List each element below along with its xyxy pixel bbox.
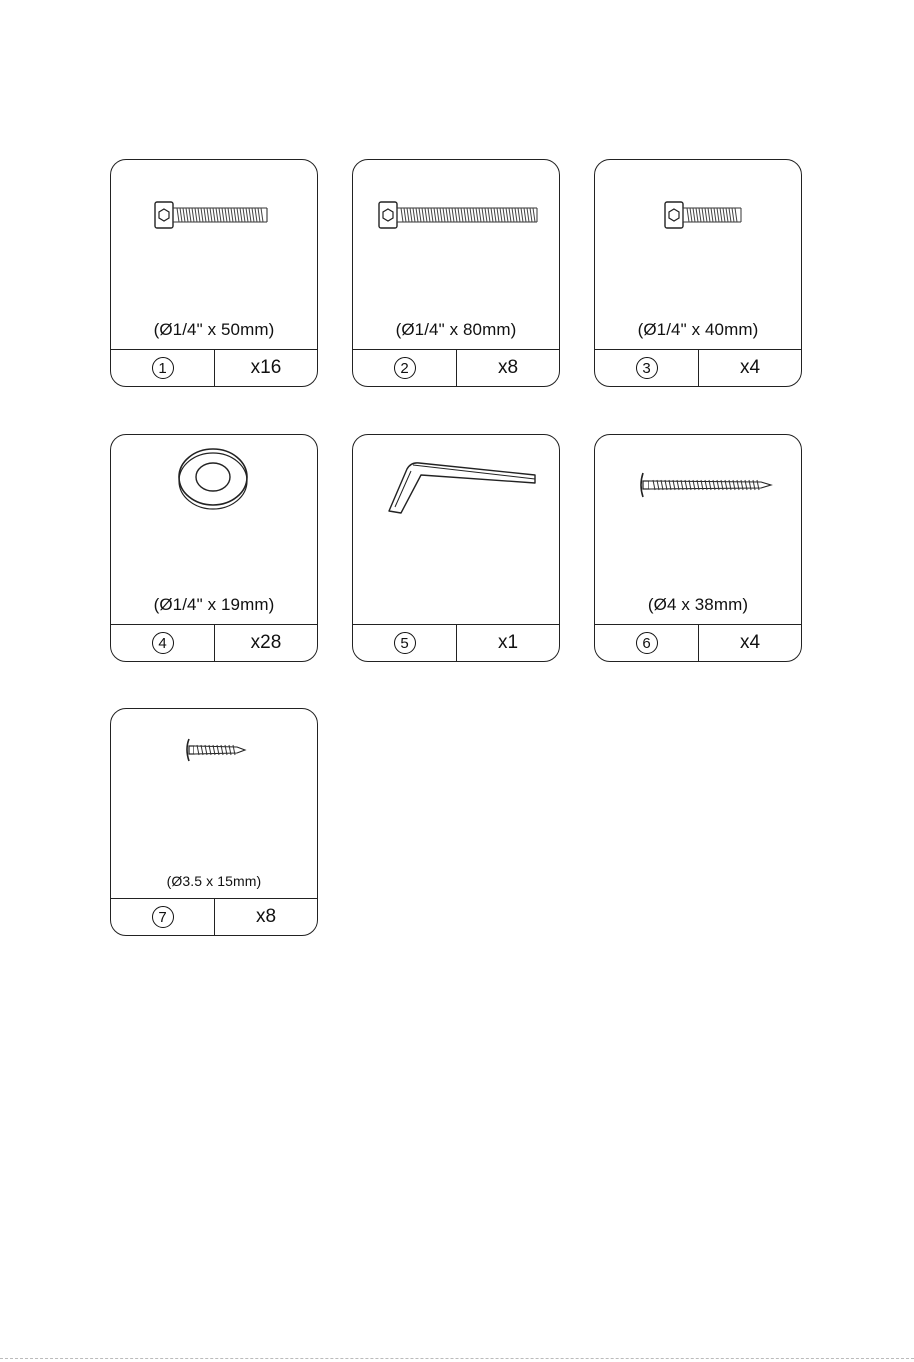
- part-card-2: [352, 159, 560, 387]
- part-number: 5: [394, 632, 416, 654]
- part-footer: [595, 349, 801, 386]
- part-card-1: [110, 159, 318, 387]
- part-spec: (Ø1/4" x 19mm): [153, 595, 275, 614]
- part-card-7: [110, 708, 318, 936]
- part-quantity: x8: [255, 906, 277, 927]
- part-spec: (Ø1/4" x 80mm): [395, 320, 517, 339]
- part-footer: [595, 624, 801, 661]
- part-spec: (Ø1/4" x 50mm): [153, 320, 275, 339]
- part-number: 1: [152, 357, 174, 379]
- page-bottom-edge: [0, 1358, 914, 1362]
- part-quantity: x4: [739, 632, 761, 653]
- part-spec: (Ø1/4" x 40mm): [637, 320, 759, 339]
- part-quantity: x28: [250, 632, 282, 653]
- part-number: 4: [152, 632, 174, 654]
- part-number: 3: [636, 357, 658, 379]
- part-quantity: x4: [739, 357, 761, 378]
- part-footer: [353, 349, 559, 386]
- part-footer: [111, 349, 317, 386]
- part-number: 2: [394, 357, 416, 379]
- part-card-3: [594, 159, 802, 387]
- part-footer: [111, 624, 317, 661]
- wood-screw-icon: [595, 435, 801, 595]
- hex-bolt-icon: [111, 160, 317, 320]
- part-card-5: [352, 434, 560, 662]
- hex-bolt-icon: [353, 160, 559, 320]
- part-card-4: [110, 434, 318, 662]
- part-number: 7: [152, 906, 174, 928]
- part-footer: [353, 624, 559, 661]
- part-quantity: x16: [250, 357, 282, 378]
- allen-key-icon: [353, 435, 559, 595]
- part-footer: [111, 898, 317, 935]
- hex-bolt-icon: [595, 160, 801, 320]
- wood-screw-icon: [111, 709, 317, 869]
- part-quantity: x1: [497, 632, 519, 653]
- washer-icon: [111, 435, 317, 595]
- part-quantity: x8: [497, 357, 519, 378]
- part-card-6: [594, 434, 802, 662]
- part-spec: (Ø4 x 38mm): [647, 595, 749, 614]
- part-spec: (Ø3.5 x 15mm): [166, 873, 262, 889]
- part-number: 6: [636, 632, 658, 654]
